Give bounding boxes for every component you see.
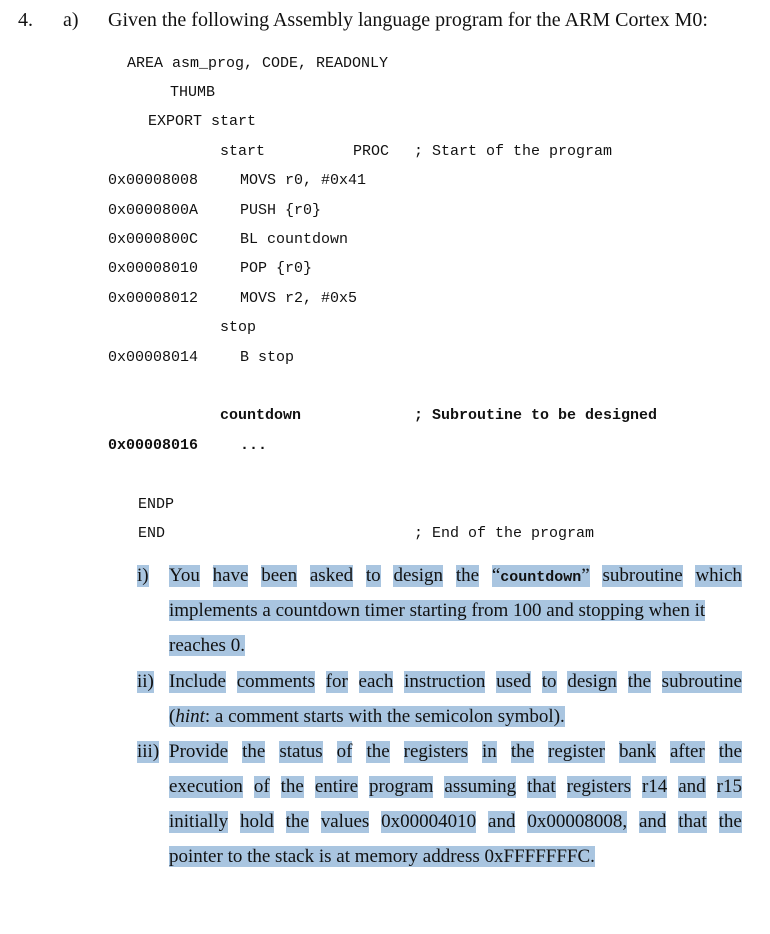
sub-question-line <box>169 565 742 587</box>
word: r15 <box>716 776 742 797</box>
code-address: 0x0000800A <box>108 202 199 219</box>
word: that <box>678 811 707 832</box>
word: and <box>638 811 667 832</box>
word: design <box>567 671 617 692</box>
word: assuming <box>444 776 517 797</box>
open-quote: “ <box>491 565 501 586</box>
word: the <box>366 741 390 762</box>
code-instruction: MOVS r0, #0x41 <box>240 172 367 189</box>
word: and <box>678 776 706 797</box>
code-stop-label: stop <box>220 319 257 336</box>
code-instruction: BL countdown <box>240 231 349 248</box>
code-area-directive: AREA asm_prog, CODE, READONLY <box>127 55 389 72</box>
sub-question-text: pointer to the stack is at memory address 0xFFFFFFFC. <box>169 846 595 867</box>
sub-question-line <box>169 846 595 868</box>
sub-question-line <box>169 706 565 728</box>
word: the <box>718 811 742 832</box>
word: registers <box>566 776 631 797</box>
code-address: 0x0000800C <box>108 231 199 248</box>
code-address: 0x00008010 <box>108 260 199 277</box>
word: each <box>358 671 394 692</box>
word: to <box>365 565 381 586</box>
word: the <box>280 776 304 797</box>
word: been <box>261 565 298 586</box>
sub-question-line <box>169 741 742 763</box>
word: for <box>325 671 348 692</box>
word: comments <box>236 671 315 692</box>
word: Include <box>169 671 226 692</box>
code-term: countdown <box>500 569 582 586</box>
word: of <box>253 776 270 797</box>
code-address: 0x00008008 <box>108 172 199 189</box>
word: of <box>336 741 353 762</box>
word: subroutine <box>661 671 742 692</box>
word: the <box>718 741 742 762</box>
code-comment-countdown: ; Subroutine to be designed <box>414 407 658 424</box>
code-end-directive: END <box>138 525 166 542</box>
sub-question-text: implements a countdown timer starting from 100 and stopping when it <box>169 600 706 621</box>
sub-question-line <box>169 811 742 833</box>
word: subroutine <box>602 565 683 586</box>
hint-label: hint <box>175 706 205 727</box>
sub-question-text: : a comment starts with the semicolon symbol). <box>204 706 565 727</box>
word: used <box>496 671 531 692</box>
sub-question-line <box>169 635 245 657</box>
code-instruction: MOVS r2, #0x5 <box>240 290 358 307</box>
word: 0x00008008, <box>527 811 628 832</box>
word: hold <box>239 811 274 832</box>
word: Provide <box>169 741 229 762</box>
word: asked <box>309 565 354 586</box>
code-thumb-directive: THUMB <box>170 84 216 101</box>
code-instruction: ... <box>240 437 268 454</box>
word: program <box>369 776 434 797</box>
word: and <box>488 811 516 832</box>
sub-question-i <box>137 565 742 665</box>
question-part-label: a) <box>63 9 79 31</box>
word: registers <box>403 741 469 762</box>
question-number: 4. <box>18 9 33 31</box>
word: bank <box>619 741 656 762</box>
word: entire <box>314 776 359 797</box>
word: register <box>548 741 606 762</box>
word: to <box>541 671 557 692</box>
code-instruction: PUSH {r0} <box>240 202 322 219</box>
word: instruction <box>404 671 486 692</box>
sub-question-line <box>169 776 742 798</box>
word: values <box>320 811 370 832</box>
code-comment-end: ; End of the program <box>414 525 595 542</box>
question-intro: Given the following Assembly language program for the ARM Cortex M0: <box>108 9 708 31</box>
code-address: 0x00008014 <box>108 349 199 366</box>
sub-question-line <box>169 600 705 622</box>
word: the <box>627 671 651 692</box>
word: the <box>510 741 535 762</box>
sub-question-label: i) <box>137 565 149 586</box>
word: status <box>279 741 323 762</box>
word: the <box>455 565 480 586</box>
sub-question-text: reaches 0. <box>169 635 245 656</box>
code-comment-start: ; Start of the program <box>414 143 613 160</box>
word: that <box>527 776 556 797</box>
word: 0x00004010 <box>381 811 477 832</box>
word: which <box>695 565 742 586</box>
word: have <box>212 565 249 586</box>
word: You <box>169 565 200 586</box>
word: the <box>285 811 309 832</box>
code-start-label: start <box>220 143 266 160</box>
word: in <box>482 741 497 762</box>
code-address: 0x00008012 <box>108 290 199 307</box>
word: the <box>242 741 266 762</box>
paren: ( <box>169 706 176 727</box>
word: after <box>669 741 705 762</box>
quoted-code-term <box>492 565 590 587</box>
code-endp-directive: ENDP <box>138 496 175 513</box>
word: r14 <box>641 776 668 797</box>
sub-question-ii <box>137 671 742 736</box>
code-countdown-label: countdown <box>220 407 302 424</box>
sub-question-iii <box>137 741 742 876</box>
code-export-directive: EXPORT start <box>148 113 257 130</box>
code-proc-directive: PROC <box>353 143 390 160</box>
code-address: 0x00008016 <box>108 437 199 454</box>
code-instruction: POP {r0} <box>240 260 313 277</box>
word: initially <box>169 811 229 832</box>
sub-question-label: ii) <box>137 671 154 692</box>
close-quote: ” <box>581 565 590 586</box>
sub-question-line <box>169 671 742 693</box>
word: execution <box>169 776 243 797</box>
code-instruction: B stop <box>240 349 295 366</box>
sub-question-label: iii) <box>137 741 160 762</box>
word: design <box>393 565 444 586</box>
